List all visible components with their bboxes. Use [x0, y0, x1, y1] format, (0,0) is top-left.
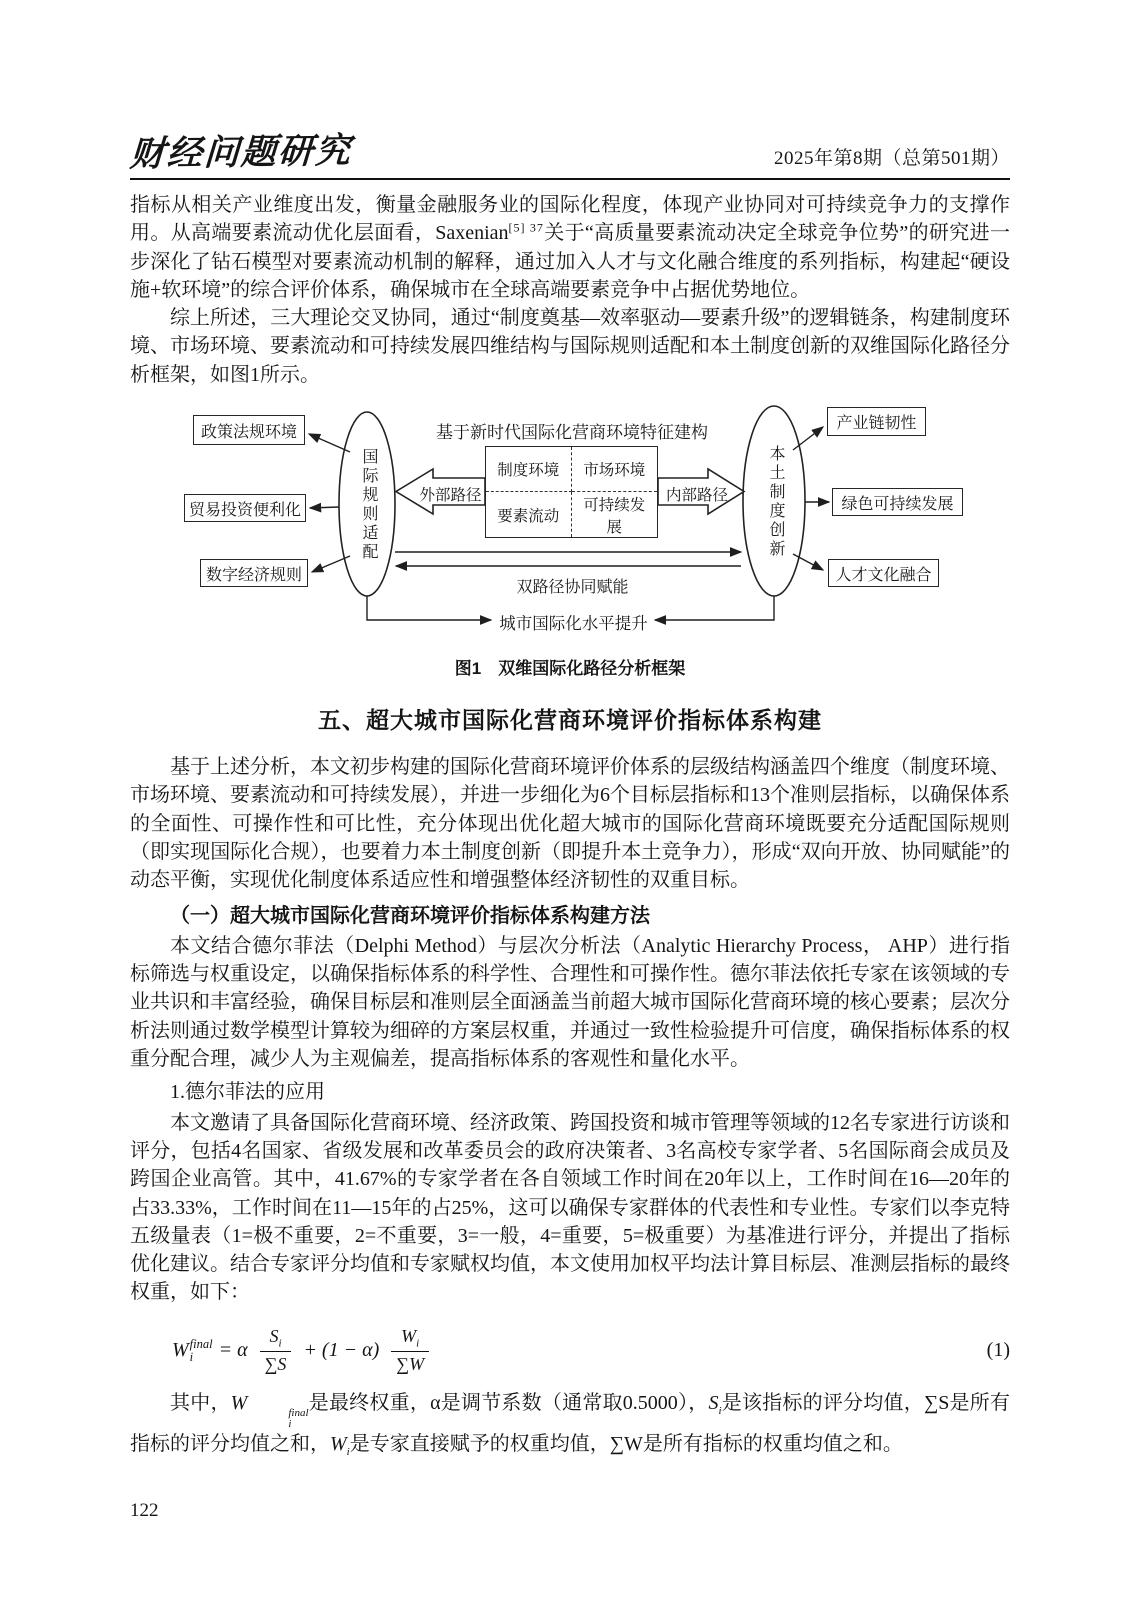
paragraph-1: [130, 191, 1010, 304]
fraction-2-num-var: W: [401, 1326, 417, 1347]
paragraph-1-text-b: 关于“高质量要素流动决定全球竞争位势”的研究进一步深化了钻石模型对要素流动机制的解释，通过加入人才与文化融合维度的系列指标，构建起“硬设施+软环境”的综合评价体系，确保城市在全球高端要素竞争中占据优势地位。: [130, 222, 1010, 301]
fraction-2-num-sub: i: [416, 1337, 420, 1350]
arrow-to-policy-box: [309, 434, 350, 452]
bottom-connector-right: [655, 596, 774, 620]
formula-lhs-superscript: final: [189, 1336, 213, 1351]
page-number: 122: [130, 1500, 159, 1522]
bottom-connector-left: [367, 596, 491, 620]
page-header: [130, 122, 1010, 180]
right-ellipse-label: 本土制度创新: [767, 445, 784, 560]
figure-1-diagram: [130, 395, 1010, 641]
quad-cell-factor: 要素流动: [486, 492, 572, 537]
p6-w-sup: final: [288, 1406, 309, 1419]
figure-1-caption: 图1 双维国际化路径分析框架: [454, 659, 686, 679]
dual-path-label: 双路径协同赋能: [516, 579, 629, 597]
p6-s-sub: i: [718, 1404, 722, 1417]
arrow-to-digital-box: [312, 556, 350, 572]
delphi-application-heading: 1.德尔菲法的应用: [170, 1081, 325, 1104]
p6-w2-var: W: [330, 1432, 347, 1455]
paragraph-6: [130, 1389, 1010, 1466]
formula-1: [172, 1323, 1010, 1379]
arrow-to-trade-box: [310, 507, 339, 508]
p6-seg1: 其中，: [170, 1391, 231, 1414]
paragraph-5: 本文邀请了具备国际化营商环境、经济政策、跨国投资和城市管理等领域的12名专家进行访谈和评分，包括4名国家、省级发展和改革委员会的政府决策者、3名高校专家学者、5名国际商会成员及跨国企业高管。其中，41.67%的专家学者在各自领域工作时间在20年以上，工作时间在16—20年的占33.33%，工作时间在11—15年的占25%，这可以确保专家群体的代表性和专业性。专家们以李克特五级量表（1=极不重要，2=不重要，3=一般，4=重要，5=极重要）为基准进行评分，并提出了指标优化建议。结合专家评分均值和专家赋权均值，本文使用加权平均法计算目标层、准测层指标的最终权重，如下：: [130, 1111, 1010, 1304]
paragraph-4: 本文结合德尔菲法（Delphi Method）与层次分析法（Analytic Hierarchy Process， AHP）进行指标筛选与权重设定，以确保指标体系的科学性、合理性和可操作性。德尔菲法依托专家在该领域的专业共识和丰富经验，确保目标层和准则层全面涵盖当前超大城市国际化营商环境的核心要素；层次分析法则通过数学模型计算较为细碎的方案层权重，并通过一致性检验提升可信度，确保指标体系的权重分配合理，减少人为主观偏差，提高指标体系的客观性和量化水平。: [130, 934, 1010, 1071]
internal-path-label: 内部路径: [665, 487, 728, 505]
trade-investment-box: 贸易投资便利化: [184, 494, 306, 522]
formula-fraction-1: [260, 1326, 292, 1375]
p6-seg2: 是最终权重，α是调节系数（通常取0.5000），: [308, 1391, 709, 1414]
formula-fraction-2: [391, 1326, 429, 1375]
fraction-2-numerator: [401, 1326, 419, 1351]
figure-top-label: 基于新时代国际化营商环境特征建构: [436, 423, 708, 443]
quad-cell-sustainable: 可持续发展: [583, 496, 646, 536]
citation-superscript: [5] 37: [508, 220, 544, 235]
p6-w-sub: i: [288, 1417, 292, 1430]
p6-seg4: 是专家直接赋予的权重均值，∑W是所有指标的权重均值之和。: [349, 1432, 903, 1455]
external-path-label: 外部路径: [419, 487, 482, 505]
left-ellipse-label: 国际规则适配: [360, 448, 377, 563]
dimension-quad-box: [485, 446, 658, 538]
green-sustainable-box: 绿色可持续发展: [832, 488, 963, 516]
formula-equals-alpha: = α: [218, 1339, 248, 1362]
figure-bottom-label: 城市国际化水平提升: [499, 614, 648, 634]
fraction-2-denominator: ∑W: [391, 1351, 429, 1376]
fraction-1-denominator: ∑S: [260, 1351, 292, 1376]
quad-cell-institution: 制度环境: [486, 447, 572, 492]
p6-seg3: 是该指标的评分均值，∑S是所有指标的评分均值之和，: [130, 1391, 1010, 1455]
paragraph-2: 综上所述，三大理论交叉协同，通过“制度奠基—效率驱动—要素升级”的逻辑链条，构建制度环境、市场环境、要素流动和可持续发展四维结构与国际规则适配和本土制度创新的双维国际化路径分析框架，如图1所示。: [130, 307, 1010, 386]
policy-regulation-box: 政策法规环境: [193, 415, 305, 445]
issue-info: 2025年第8期（总第501期）: [773, 148, 1010, 169]
formula-lhs-subscript: i: [189, 1349, 194, 1364]
formula-lhs-variable: W: [172, 1339, 189, 1362]
fraction-1-num-var: S: [269, 1326, 279, 1347]
digital-economy-box: 数字经济规则: [200, 559, 308, 587]
journal-logo: 财经问题研究: [128, 130, 354, 175]
paragraph-1-text-a: 指标从相关产业维度出发，衡量金融服务业的国际化程度，体现产业协同对可持续竞争力的支撑作用。从高端要素流动优化层面看，Saxenian: [130, 194, 1010, 245]
section-5-heading: 五、超大城市国际化营商环境评价指标体系构建: [318, 707, 822, 734]
formula-middle-term: + (1 − α): [303, 1339, 380, 1362]
industry-chain-box: 产业链韧性: [827, 407, 926, 436]
talent-culture-box: 人才文化融合: [828, 559, 939, 587]
p6-w-supsub: [248, 1408, 308, 1430]
p6-s-var: S: [708, 1391, 719, 1414]
quad-cell-market: 市场环境: [572, 447, 658, 492]
fraction-1-numerator: [269, 1326, 281, 1351]
equation-number: (1): [986, 1338, 1010, 1361]
p6-w-var: W: [230, 1391, 248, 1414]
formula-lhs-supsub: [190, 1338, 213, 1364]
p6-w2-sub: i: [346, 1445, 350, 1458]
paragraph-3: 基于上述分析，本文初步构建的国际化营商环境评价体系的层级结构涵盖四个维度（制度环境、市场环境、要素流动和可持续发展），并进一步细化为6个目标层指标和13个准则层指标，以确保体系的全面性、可操作性和可比性，充分体现出优化超大城市的国际化营商环境既要充分适配国际规则（即实现国际化合规），也要着力本土制度创新（即提升本土竞争力），形成“双向开放、协同赋能”的动态平衡，实现优化制度体系适应性和增强整体经济韧性的双重目标。: [130, 756, 1010, 892]
subsection-1-heading: （一）超大城市国际化营商环境评价指标体系构建方法: [170, 904, 650, 927]
fraction-1-num-sub: i: [278, 1337, 282, 1350]
